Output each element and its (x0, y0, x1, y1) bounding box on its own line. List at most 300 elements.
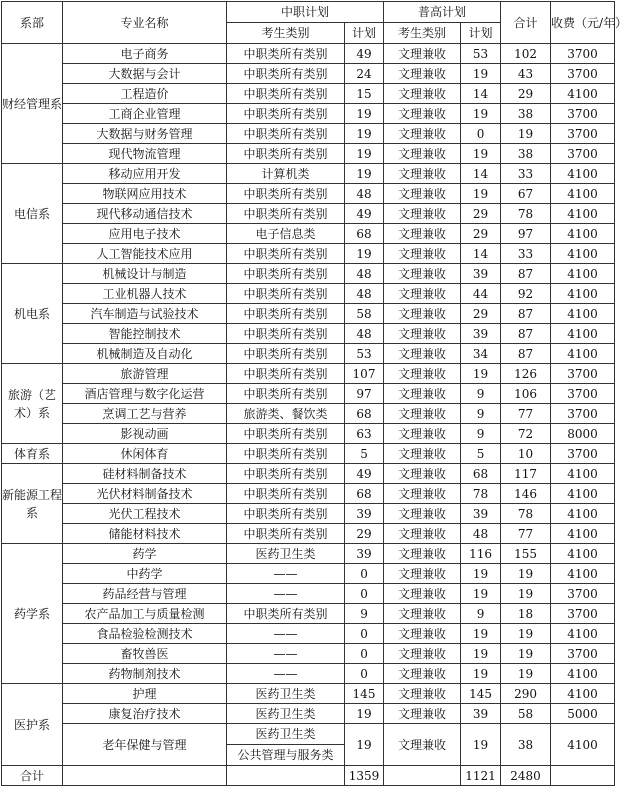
zz-count-cell: 19 (345, 144, 384, 164)
zz-category-cell: 中职类所有类别 (227, 344, 345, 364)
fee-cell: 4100 (551, 504, 615, 524)
pg-category-cell: 文理兼收 (384, 224, 461, 244)
pg-category-cell: 文理兼收 (384, 44, 461, 64)
row-total-cell: 19 (501, 564, 551, 584)
major-cell: 工程造价 (63, 84, 227, 104)
zz-category-cell: 中职类所有类别 (227, 424, 345, 444)
pg-category-cell: 文理兼收 (384, 344, 461, 364)
pg-category-cell: 文理兼收 (384, 704, 461, 724)
header-total: 合计 (501, 2, 551, 44)
fee-cell: 4100 (551, 524, 615, 544)
zz-category-cell: 中职类所有类别 (227, 384, 345, 404)
pg-count-cell: 44 (461, 284, 501, 304)
zz-count-cell: 0 (345, 624, 384, 644)
major-cell: 药品经营与管理 (63, 584, 227, 604)
major-cell: 智能控制技术 (63, 324, 227, 344)
zz-count-cell: 58 (345, 304, 384, 324)
pg-count-cell: 19 (461, 564, 501, 584)
fee-cell: 4100 (551, 164, 615, 184)
zz-count-cell: 49 (345, 44, 384, 64)
zz-category-cell: 中职类所有类别 (227, 304, 345, 324)
total-empty (384, 766, 461, 786)
fee-cell: 3700 (551, 124, 615, 144)
pg-count-cell: 39 (461, 264, 501, 284)
table-row (2, 404, 615, 424)
total-zz: 1359 (345, 766, 384, 786)
zz-category-cell: 中职类所有类别 (227, 144, 345, 164)
dept-cell: 药学系 (2, 544, 63, 684)
fee-cell: 3700 (551, 404, 615, 424)
major-cell: 工商企业管理 (63, 104, 227, 124)
pg-count-cell: 39 (461, 324, 501, 344)
table-row (2, 224, 615, 244)
total-empty (63, 766, 227, 786)
pg-count-cell: 39 (461, 704, 501, 724)
fee-cell: 4100 (551, 84, 615, 104)
zz-count-cell: 5 (345, 444, 384, 464)
table-row (2, 684, 615, 704)
table-row (2, 344, 615, 364)
row-total-cell: 19 (501, 624, 551, 644)
pg-category-cell: 文理兼收 (384, 184, 461, 204)
major-cell: 畜牧兽医 (63, 644, 227, 664)
pg-category-cell: 文理兼收 (384, 144, 461, 164)
zz-category-cell: 中职类所有类别 (227, 324, 345, 344)
table-row (2, 724, 615, 766)
pg-category-cell: 文理兼收 (384, 404, 461, 424)
zz-count-cell: 48 (345, 324, 384, 344)
table-row (2, 324, 615, 344)
table-row (2, 484, 615, 504)
header-pg-plan: 普高计划 (384, 2, 501, 23)
zz-category-cell: 中职类所有类别 (227, 284, 345, 304)
pg-category-cell: 文理兼收 (384, 724, 461, 766)
table-row (2, 544, 615, 564)
pg-count-cell: 9 (461, 404, 501, 424)
table-row (2, 524, 615, 544)
pg-category-cell: 文理兼收 (384, 264, 461, 284)
zz-category-cell: 医药卫生类 (227, 704, 345, 724)
dept-cell: 新能源工程系 (2, 464, 63, 544)
zz-count-cell: 68 (345, 404, 384, 424)
zz-category-cell: 医药卫生类 (227, 544, 345, 564)
major-cell: 烹调工艺与营养 (63, 404, 227, 424)
pg-count-cell: 14 (461, 244, 501, 264)
zz-count-cell: 9 (345, 604, 384, 624)
row-total-cell: 38 (501, 724, 551, 766)
fee-cell: 4100 (551, 464, 615, 484)
dept-cell: 旅游（艺术）系 (2, 364, 63, 444)
zz-category-cell: —— (227, 664, 345, 684)
major-cell: 大数据与财务管理 (63, 124, 227, 144)
major-cell: 硅材料制备技术 (63, 464, 227, 484)
zz-count-cell: 39 (345, 504, 384, 524)
pg-count-cell: 9 (461, 424, 501, 444)
zz-count-cell: 15 (345, 84, 384, 104)
pg-count-cell: 34 (461, 344, 501, 364)
zz-count-cell: 48 (345, 284, 384, 304)
table-row (2, 64, 615, 84)
fee-cell: 4100 (551, 244, 615, 264)
dept-cell: 医护系 (2, 684, 63, 766)
dept-cell: 机电系 (2, 264, 63, 364)
zz-count-cell: 68 (345, 484, 384, 504)
pg-category-cell: 文理兼收 (384, 664, 461, 684)
pg-category-cell: 文理兼收 (384, 284, 461, 304)
zz-count-cell: 0 (345, 564, 384, 584)
zz-category-cell: 旅游类、餐饮类 (227, 404, 345, 424)
row-total-cell: 77 (501, 524, 551, 544)
row-total-cell: 102 (501, 44, 551, 64)
table-row (2, 584, 615, 604)
row-total-cell: 87 (501, 344, 551, 364)
row-total-cell: 67 (501, 184, 551, 204)
pg-category-cell: 文理兼收 (384, 624, 461, 644)
pg-category-cell: 文理兼收 (384, 424, 461, 444)
pg-count-cell: 19 (461, 664, 501, 684)
zz-count-cell: 97 (345, 384, 384, 404)
pg-count-cell: 39 (461, 504, 501, 524)
zz-count-cell: 39 (345, 544, 384, 564)
major-cell: 中药学 (63, 564, 227, 584)
table-row (2, 624, 615, 644)
fee-cell: 4100 (551, 284, 615, 304)
table-row (2, 184, 615, 204)
table-row (2, 604, 615, 624)
zz-count-cell: 49 (345, 464, 384, 484)
dept-cell: 财经管理系 (2, 44, 63, 164)
zz-category-cell: 中职类所有类别 (227, 264, 345, 284)
pg-count-cell: 9 (461, 604, 501, 624)
pg-count-cell: 0 (461, 124, 501, 144)
major-cell: 康复治疗技术 (63, 704, 227, 724)
header-major: 专业名称 (63, 2, 227, 44)
zz-category-cell: —— (227, 624, 345, 644)
zz-category-cell: 中职类所有类别 (227, 524, 345, 544)
zz-count-cell: 0 (345, 664, 384, 684)
zz-count-cell: 0 (345, 644, 384, 664)
pg-count-cell: 53 (461, 44, 501, 64)
total-grand: 2480 (501, 766, 551, 786)
zz-count-cell: 19 (345, 724, 384, 766)
row-total-cell: 77 (501, 404, 551, 424)
major-cell: 汽车制造与试验技术 (63, 304, 227, 324)
table-row (2, 444, 615, 464)
fee-cell: 3700 (551, 144, 615, 164)
header-zz-category: 考生类别 (227, 23, 345, 44)
pg-category-cell: 文理兼收 (384, 504, 461, 524)
pg-category-cell: 文理兼收 (384, 464, 461, 484)
zz-category-cell: 中职类所有类别 (227, 504, 345, 524)
zz-count-cell: 19 (345, 104, 384, 124)
row-total-cell: 38 (501, 104, 551, 124)
pg-count-cell: 5 (461, 444, 501, 464)
pg-count-cell: 116 (461, 544, 501, 564)
zz-category-cell: 中职类所有类别 (227, 464, 345, 484)
total-row (2, 766, 615, 786)
zz-category-cell: —— (227, 644, 345, 664)
total-empty (227, 766, 345, 786)
fee-cell: 5000 (551, 704, 615, 724)
fee-cell: 4100 (551, 564, 615, 584)
major-cell: 现代物流管理 (63, 144, 227, 164)
pg-category-cell: 文理兼收 (384, 64, 461, 84)
total-empty (551, 766, 615, 786)
zz-category-cell: —— (227, 564, 345, 584)
row-total-cell: 78 (501, 504, 551, 524)
major-cell: 机械制造及自动化 (63, 344, 227, 364)
row-total-cell: 29 (501, 84, 551, 104)
major-cell: 现代移动通信技术 (63, 204, 227, 224)
pg-count-cell: 9 (461, 384, 501, 404)
major-cell: 工业机器人技术 (63, 284, 227, 304)
fee-cell: 4100 (551, 264, 615, 284)
fee-cell: 3700 (551, 104, 615, 124)
pg-category-cell: 文理兼收 (384, 544, 461, 564)
pg-count-cell: 29 (461, 224, 501, 244)
fee-cell: 3700 (551, 444, 615, 464)
zz-category-cell: 中职类所有类别 (227, 64, 345, 84)
dept-cell: 体育系 (2, 444, 63, 464)
fee-cell: 3700 (551, 644, 615, 664)
pg-category-cell: 文理兼收 (384, 204, 461, 224)
pg-category-cell: 文理兼收 (384, 84, 461, 104)
zz-count-cell: 49 (345, 204, 384, 224)
fee-cell: 4100 (551, 544, 615, 564)
fee-cell: 4100 (551, 484, 615, 504)
zz-count-cell: 53 (345, 344, 384, 364)
zz-category-cell: —— (227, 584, 345, 604)
table-row (2, 244, 615, 264)
table-row (2, 504, 615, 524)
pg-category-cell: 文理兼收 (384, 324, 461, 344)
zz-count-cell: 24 (345, 64, 384, 84)
major-cell: 大数据与会计 (63, 64, 227, 84)
pg-category-cell: 文理兼收 (384, 584, 461, 604)
table-row (2, 264, 615, 284)
pg-category-cell: 文理兼收 (384, 304, 461, 324)
pg-count-cell: 19 (461, 64, 501, 84)
row-total-cell: 106 (501, 384, 551, 404)
pg-count-cell: 78 (461, 484, 501, 504)
fee-cell: 3700 (551, 584, 615, 604)
pg-category-cell: 文理兼收 (384, 644, 461, 664)
major-cell: 光伏工程技术 (63, 504, 227, 524)
table-row (2, 424, 615, 444)
dept-cell: 电信系 (2, 164, 63, 264)
major-cell: 应用电子技术 (63, 224, 227, 244)
zz-category-cell: 计算机类 (227, 164, 345, 184)
row-total-cell: 19 (501, 124, 551, 144)
major-cell: 物联网应用技术 (63, 184, 227, 204)
pg-count-cell: 14 (461, 84, 501, 104)
major-cell: 老年保健与管理 (63, 724, 227, 766)
zz-category-cell: 中职类所有类别 (227, 124, 345, 144)
row-total-cell: 290 (501, 684, 551, 704)
fee-cell: 4100 (551, 224, 615, 244)
pg-category-cell: 文理兼收 (384, 124, 461, 144)
zz-category-cell: 中职类所有类别 (227, 244, 345, 264)
row-total-cell: 19 (501, 664, 551, 684)
header-dept: 系部 (2, 2, 63, 44)
header-fee: 收费（元/年） (551, 2, 615, 44)
fee-cell: 4100 (551, 624, 615, 644)
pg-count-cell: 145 (461, 684, 501, 704)
fee-cell: 4100 (551, 324, 615, 344)
row-total-cell: 33 (501, 164, 551, 184)
pg-category-cell: 文理兼收 (384, 564, 461, 584)
zz-count-cell: 19 (345, 704, 384, 724)
row-total-cell: 58 (501, 704, 551, 724)
pg-category-cell: 文理兼收 (384, 484, 461, 504)
header-row-top (2, 2, 615, 23)
row-total-cell: 18 (501, 604, 551, 624)
major-cell: 储能材料技术 (63, 524, 227, 544)
zz-count-cell: 19 (345, 164, 384, 184)
pg-category-cell: 文理兼收 (384, 244, 461, 264)
major-cell: 电子商务 (63, 44, 227, 64)
major-cell: 护理 (63, 684, 227, 704)
zz-count-cell: 48 (345, 264, 384, 284)
pg-category-cell: 文理兼收 (384, 104, 461, 124)
zz-category-line: 医药卫生类 (255, 727, 316, 741)
pg-count-cell: 19 (461, 144, 501, 164)
zz-count-cell: 29 (345, 524, 384, 544)
major-cell: 旅游管理 (63, 364, 227, 384)
pg-category-cell: 文理兼收 (384, 684, 461, 704)
fee-cell: 3700 (551, 64, 615, 84)
pg-category-cell: 文理兼收 (384, 444, 461, 464)
table-row (2, 84, 615, 104)
table-row (2, 644, 615, 664)
zz-category-cell: 中职类所有类别 (227, 184, 345, 204)
zz-category-cell: 中职类所有类别 (227, 84, 345, 104)
fee-cell: 4100 (551, 204, 615, 224)
table-row (2, 104, 615, 124)
row-total-cell: 10 (501, 444, 551, 464)
major-cell: 机械设计与制造 (63, 264, 227, 284)
header-pg-category: 考生类别 (384, 23, 461, 44)
pg-count-cell: 14 (461, 164, 501, 184)
zz-category-cell (227, 724, 345, 766)
header-pg-count: 计划 (461, 23, 501, 44)
zz-category-cell: 电子信息类 (227, 224, 345, 244)
zz-count-cell: 145 (345, 684, 384, 704)
row-total-cell: 19 (501, 584, 551, 604)
row-total-cell: 146 (501, 484, 551, 504)
fee-cell: 3700 (551, 364, 615, 384)
pg-count-cell: 48 (461, 524, 501, 544)
major-cell: 药学 (63, 544, 227, 564)
pg-count-cell: 19 (461, 184, 501, 204)
zz-category-cell: 中职类所有类别 (227, 484, 345, 504)
major-cell: 农产品加工与质量检测 (63, 604, 227, 624)
pg-count-cell: 19 (461, 104, 501, 124)
major-cell: 人工智能技术应用 (63, 244, 227, 264)
total-pg: 1121 (461, 766, 501, 786)
major-cell: 休闲体育 (63, 444, 227, 464)
zz-count-cell: 19 (345, 124, 384, 144)
row-total-cell: 19 (501, 644, 551, 664)
row-total-cell: 38 (501, 144, 551, 164)
fee-cell: 4100 (551, 184, 615, 204)
pg-category-cell: 文理兼收 (384, 604, 461, 624)
zz-count-cell: 19 (345, 244, 384, 264)
table-row (2, 464, 615, 484)
row-total-cell: 117 (501, 464, 551, 484)
zz-category-cell: 中职类所有类别 (227, 104, 345, 124)
fee-cell: 4100 (551, 304, 615, 324)
enrollment-plan-table (1, 1, 627, 786)
table-row (2, 144, 615, 164)
header-zz-count: 计划 (345, 23, 384, 44)
pg-count-cell: 29 (461, 304, 501, 324)
pg-count-cell: 19 (461, 644, 501, 664)
major-cell: 光伏材料制备技术 (63, 484, 227, 504)
zz-category-cell: 中职类所有类别 (227, 444, 345, 464)
zz-category-cell: 中职类所有类别 (227, 604, 345, 624)
table-row (2, 384, 615, 404)
pg-count-cell: 29 (461, 204, 501, 224)
table-row (2, 304, 615, 324)
row-total-cell: 33 (501, 244, 551, 264)
zz-category-cell: 中职类所有类别 (227, 204, 345, 224)
fee-cell: 8000 (551, 424, 615, 444)
row-total-cell: 87 (501, 324, 551, 344)
pg-count-cell: 68 (461, 464, 501, 484)
pg-count-cell: 19 (461, 724, 501, 766)
table-row (2, 704, 615, 724)
header-zz-plan: 中职计划 (227, 2, 384, 23)
major-cell: 影视动画 (63, 424, 227, 444)
row-total-cell: 97 (501, 224, 551, 244)
pg-count-cell: 19 (461, 364, 501, 384)
major-cell: 移动应用开发 (63, 164, 227, 184)
zz-category-cell: 医药卫生类 (227, 684, 345, 704)
row-total-cell: 155 (501, 544, 551, 564)
major-cell: 酒店管理与数字化运营 (63, 384, 227, 404)
row-total-cell: 72 (501, 424, 551, 444)
zz-count-cell: 48 (345, 184, 384, 204)
fee-cell: 3700 (551, 604, 615, 624)
zz-category-cell: 中职类所有类别 (227, 44, 345, 64)
row-total-cell: 78 (501, 204, 551, 224)
fee-cell: 4100 (551, 344, 615, 364)
zz-count-cell: 0 (345, 584, 384, 604)
zz-count-cell: 63 (345, 424, 384, 444)
table-row (2, 284, 615, 304)
fee-cell: 4100 (551, 684, 615, 704)
table-row (2, 204, 615, 224)
major-cell: 药物制剂技术 (63, 664, 227, 684)
table-row (2, 664, 615, 684)
table-row (2, 364, 615, 384)
fee-cell: 4100 (551, 664, 615, 684)
table-row (2, 124, 615, 144)
total-label: 合计 (2, 766, 63, 786)
table-row (2, 44, 615, 64)
zz-count-cell: 68 (345, 224, 384, 244)
table-body (2, 44, 615, 766)
row-total-cell: 92 (501, 284, 551, 304)
pg-category-cell: 文理兼收 (384, 384, 461, 404)
fee-cell: 3700 (551, 384, 615, 404)
pg-category-cell: 文理兼收 (384, 364, 461, 384)
row-total-cell: 126 (501, 364, 551, 384)
pg-count-cell: 19 (461, 584, 501, 604)
zz-category-cell: 中职类所有类别 (227, 364, 345, 384)
zz-count-cell: 107 (345, 364, 384, 384)
